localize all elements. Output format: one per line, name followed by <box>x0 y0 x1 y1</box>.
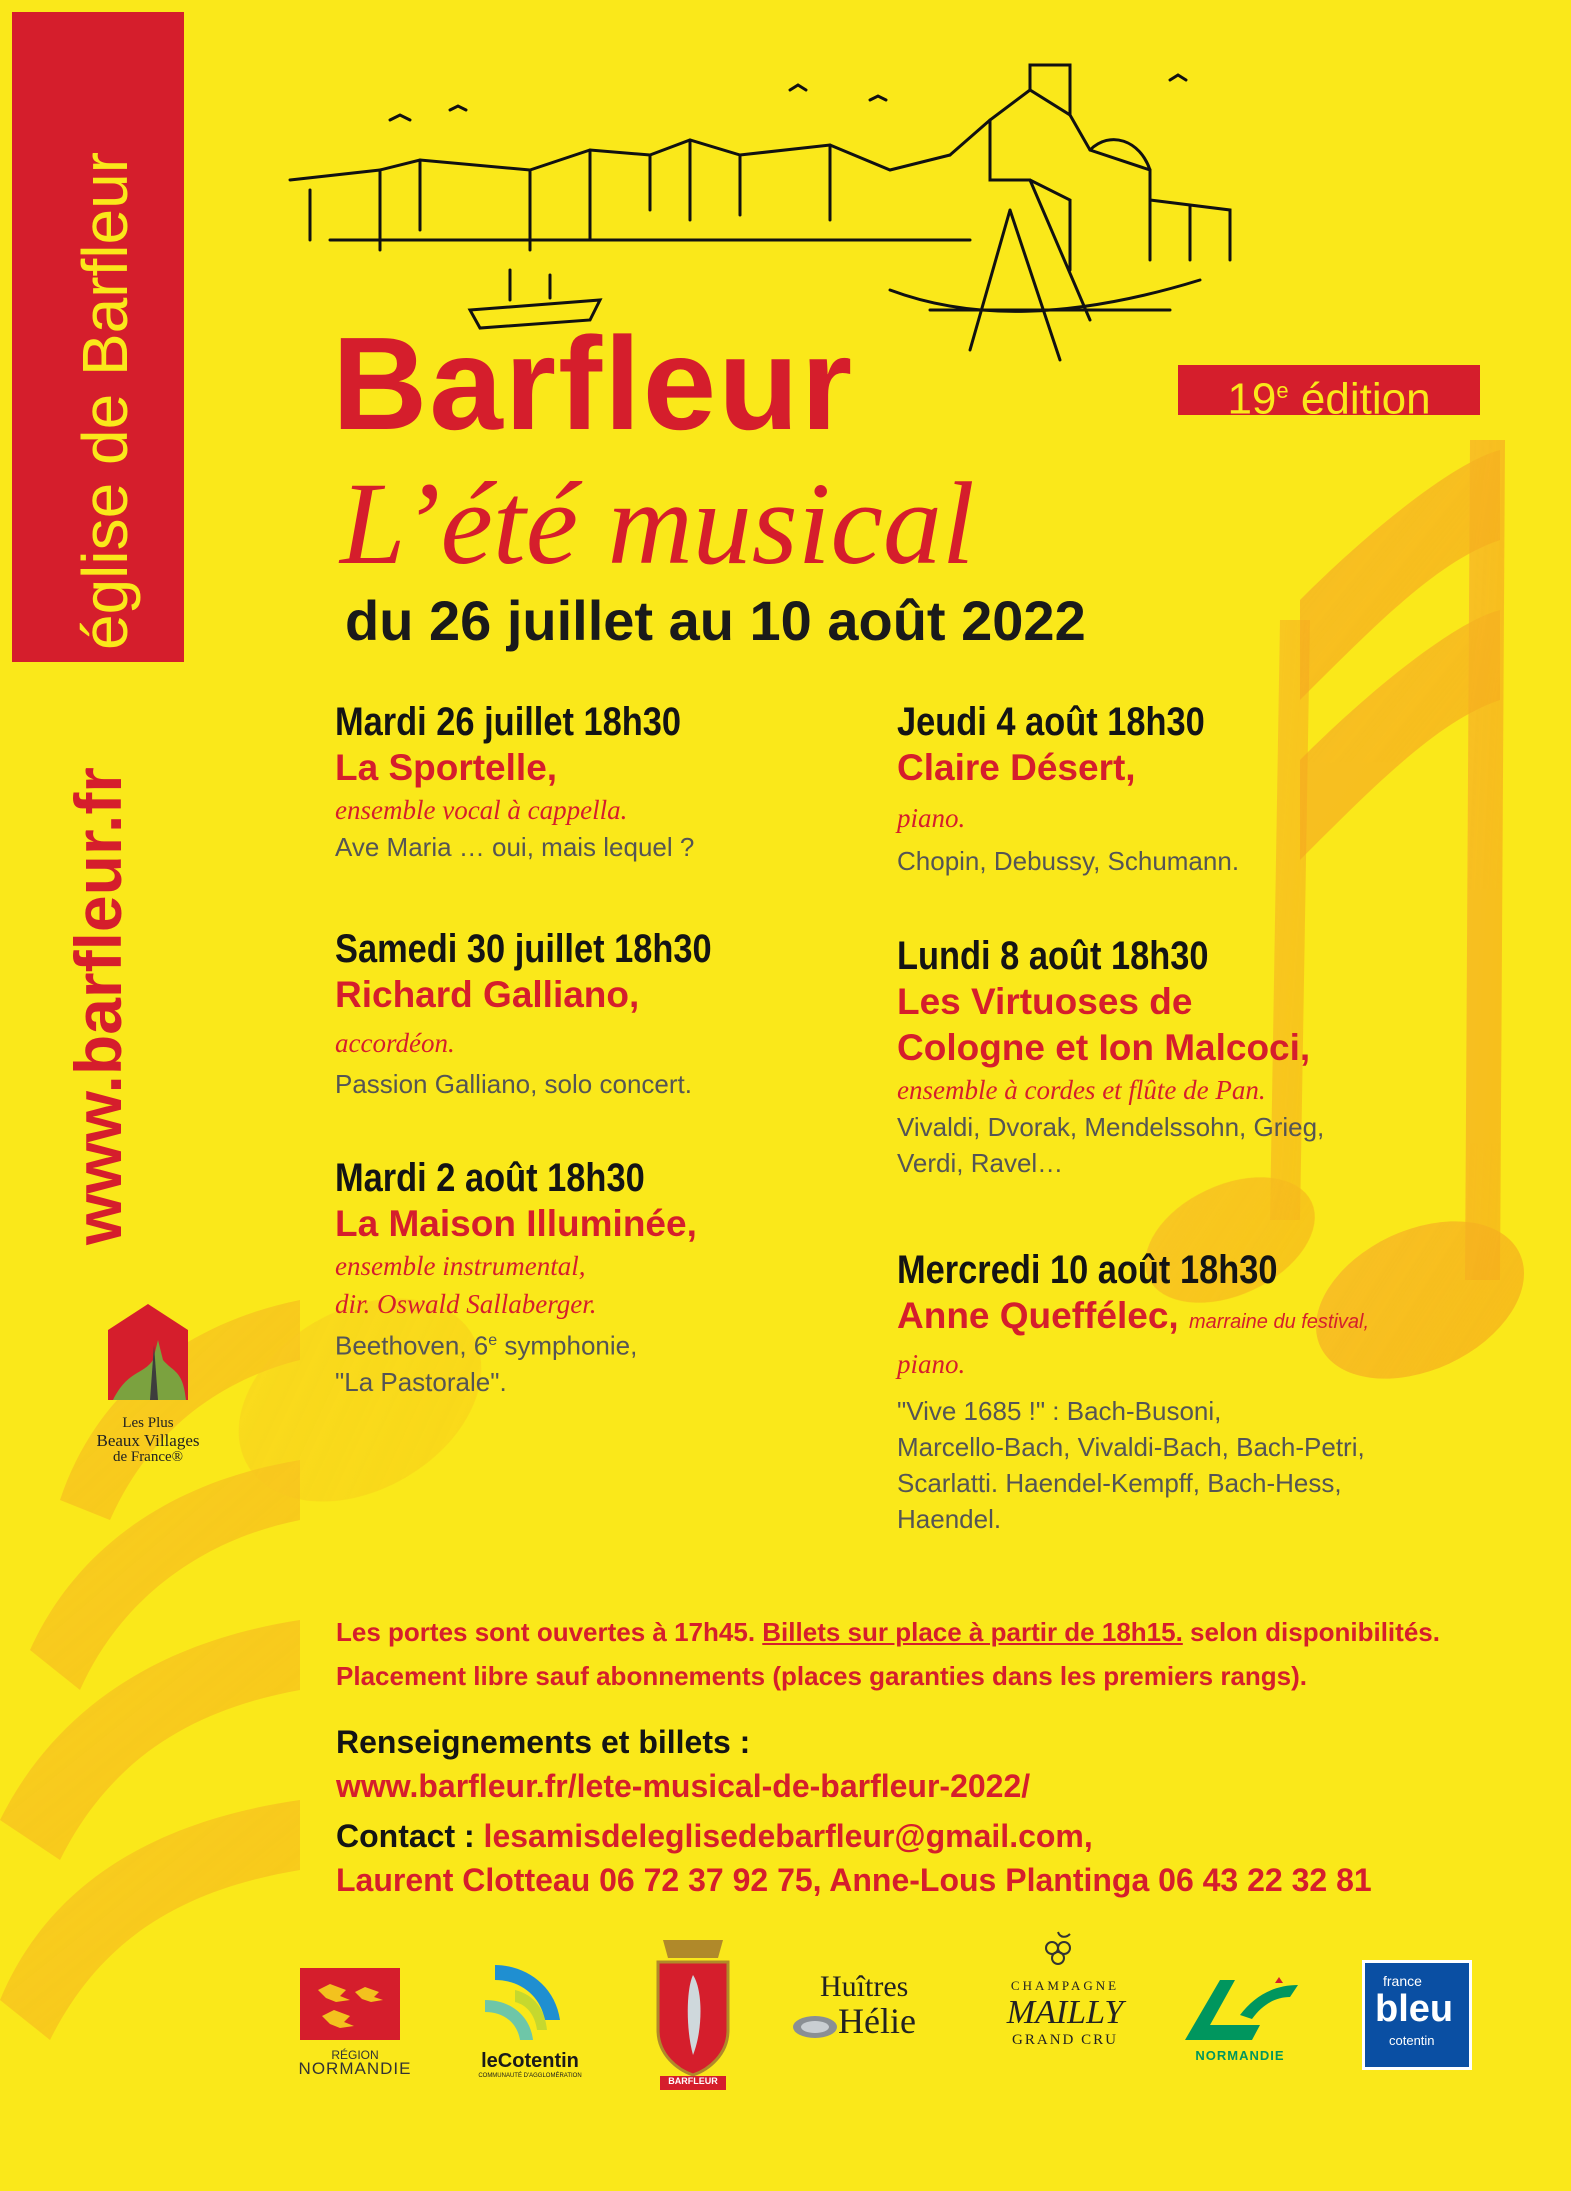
info-underlined: Billets sur place à partir de 18h15. <box>762 1617 1183 1647</box>
event-role: ensemble vocal à cappella. <box>335 795 628 825</box>
event-role: accordéon. <box>335 1028 455 1058</box>
village-emblem-icon <box>88 1300 208 1410</box>
france-bleu-logo <box>1362 1960 1472 2070</box>
event-1 <box>335 700 737 865</box>
event-artist <box>897 1293 1369 1345</box>
villages-line2: Beaux Villages <box>96 1431 200 1450</box>
event-program-line1: "Vive 1685 !" : Bach-Busoni, <box>897 1396 1222 1426</box>
huitres-text <box>820 1970 916 2041</box>
normandie-lions-icon <box>300 1968 400 2040</box>
barfleur-seal-text: BARFLEUR <box>668 2076 718 2086</box>
event-4 <box>897 700 1255 879</box>
event-artist: La Sportelle, <box>335 747 558 788</box>
info-text: selon disponibilités. <box>1182 1617 1440 1647</box>
event-3 <box>335 1156 697 1400</box>
villages-line1: Les Plus <box>122 1415 174 1431</box>
edition-number: 19 <box>1227 374 1277 424</box>
event-date: Samedi 30 juillet 18h30 <box>335 927 712 971</box>
sponsor-logos <box>300 1930 1530 2110</box>
contact-email-line <box>336 1814 1372 1858</box>
event-date: Mardi 26 juillet 18h30 <box>335 700 682 744</box>
event-artist: La Maison Illuminée, <box>335 1203 697 1244</box>
cotentin-name: leCotentin <box>481 2050 579 2072</box>
info-line2: Placement libre sauf abonnements (places garanties dans les premiers rangs). <box>336 1661 1308 1691</box>
edition-word: édition <box>1300 374 1431 424</box>
event-program-line2: Marcello-Bach, Vivaldi-Bach, Bach-Petri, <box>897 1432 1365 1462</box>
event-date: Lundi 8 août 18h30 <box>897 934 1209 978</box>
cotentin-text <box>460 2050 600 2079</box>
event-artist: Richard Galliano, <box>335 974 640 1015</box>
event-program-line3: Scarlatti. Haendel-Kempff, Bach-Hess, <box>897 1468 1342 1498</box>
huitres-line2: Hélie <box>838 2001 916 2041</box>
cotentin-logo-icon <box>475 1960 570 2045</box>
program-part: Beethoven, 6 <box>335 1330 489 1361</box>
event-program: Passion Galliano, solo concert. <box>335 1069 692 1099</box>
event-program-line2: Verdi, Ravel… <box>897 1148 1064 1178</box>
program-sup: e <box>488 1332 498 1349</box>
edition-badge <box>1178 365 1480 424</box>
event-role-line1: ensemble instrumental, <box>335 1251 586 1281</box>
event-program: Ave Maria … oui, mais lequel ? <box>335 832 695 862</box>
france-bleu-line3: cotentin <box>1389 2033 1435 2048</box>
artist-name: Anne Queffélec, <box>897 1295 1179 1336</box>
event-program-line1 <box>335 1323 697 1364</box>
edition-sup: e <box>1276 378 1289 403</box>
mailly-text <box>980 1978 1150 2049</box>
artist-note: marraine du festival, <box>1188 1311 1370 1333</box>
event-6 <box>897 1248 1369 1537</box>
normandie-text <box>290 2048 420 2076</box>
credit-agricole-text: NORMANDIE <box>1195 2048 1285 2063</box>
event-date: Jeudi 4 août 18h30 <box>897 700 1205 744</box>
venue-label: église de Barfleur <box>69 151 141 650</box>
festival-dates: du 26 juillet au 10 août 2022 <box>345 589 1086 652</box>
event-date: Mercredi 10 août 18h30 <box>897 1248 1278 1292</box>
info-line1 <box>336 1610 1440 1654</box>
contact-heading: Renseignements et billets : <box>336 1724 751 1760</box>
barfleur-coat-of-arms-icon <box>648 1930 738 2090</box>
normandie-line1: RÉGION <box>331 2048 379 2062</box>
mailly-line2: MAILLY <box>1006 1994 1124 2031</box>
event-role: ensemble à cordes et flûte de Pan. <box>897 1075 1266 1105</box>
event-5 <box>897 934 1324 1181</box>
event-program: Chopin, Debussy, Schumann. <box>897 846 1240 876</box>
event-role-line2: dir. Oswald Sallaberger. <box>335 1289 597 1319</box>
france-bleu-line1: france <box>1383 1973 1422 1989</box>
contact-label: Contact : <box>336 1818 484 1854</box>
event-role: piano. <box>897 803 966 833</box>
festival-url-link[interactable]: www.barfleur.fr/lete-musical-de-barfleur-2022/ <box>336 1768 1031 1804</box>
contact-phones: Laurent Clotteau 06 72 37 92 75, Anne-Lous Plantinga 06 43 22 32 81 <box>336 1862 1372 1898</box>
credit-agricole-icon <box>1180 1975 1300 2045</box>
normandie-line2: NORMANDIE <box>298 2059 412 2078</box>
festival-title: Barfleur <box>332 310 855 457</box>
beaux-villages-logo <box>88 1300 218 1466</box>
event-program-line1: Vivaldi, Dvorak, Mendelssohn, Grieg, <box>897 1112 1325 1142</box>
program-part: symphonie, <box>497 1330 638 1361</box>
event-artist-line2: Cologne et Ion Malcoci, <box>897 1027 1311 1068</box>
contact-block <box>336 1720 1372 1902</box>
event-artist: Claire Désert, <box>897 747 1136 788</box>
mailly-line3: GRAND CRU <box>1012 2032 1118 2048</box>
contact-email-link[interactable]: lesamisdeleglisedebarfleur@gmail.com, <box>483 1818 1093 1854</box>
practical-info <box>336 1610 1440 1698</box>
event-date: Mardi 2 août 18h30 <box>335 1156 645 1200</box>
festival-subtitle: L’été musical <box>340 458 975 589</box>
website-vertical[interactable]: www.barfleur.fr <box>61 767 135 1245</box>
huitres-line1: Huîtres <box>820 1970 909 2003</box>
event-2 <box>335 927 773 1102</box>
event-program-line2: "La Pastorale". <box>335 1366 507 1397</box>
event-program-line4: Haendel. <box>897 1504 1002 1534</box>
event-role: piano. <box>897 1349 966 1379</box>
event-artist-line1: Les Virtuoses de <box>897 981 1193 1022</box>
info-text: Les portes sont ouvertes à 17h45. <box>336 1617 763 1647</box>
mailly-line1: CHAMPAGNE <box>1010 1978 1120 1993</box>
cotentin-sub: COMMUNAUTÉ D'AGGLOMÉRATION <box>478 2073 582 2079</box>
france-bleu-line2: bleu <box>1375 1988 1454 2030</box>
villages-line3: de France® <box>112 1449 184 1465</box>
mailly-grape-icon <box>1030 1930 1090 1970</box>
